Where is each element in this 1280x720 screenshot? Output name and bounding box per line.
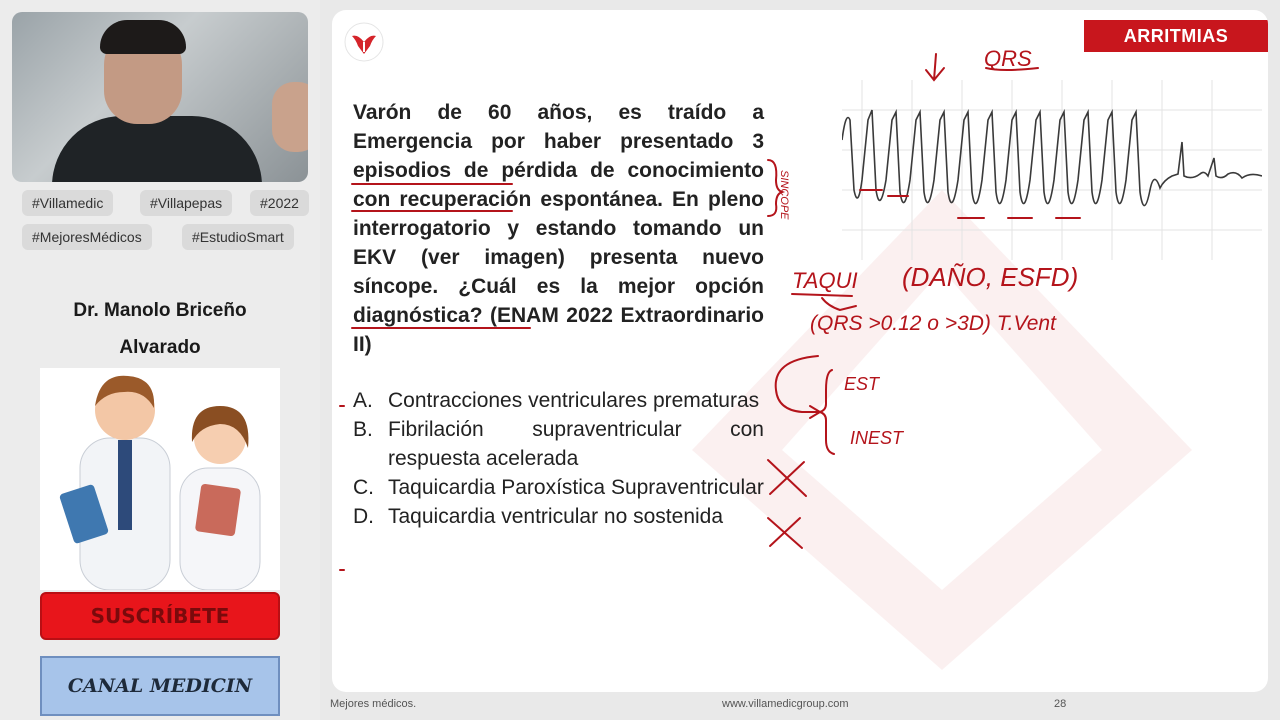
arrow-qrs <box>926 54 944 80</box>
doctors-illustration <box>40 368 280 590</box>
annotation-taqui: TAQUI <box>792 268 858 293</box>
hashtag[interactable]: #MejoresMédicos <box>22 224 152 250</box>
question-text <box>353 98 764 359</box>
annotation-dano: (DAÑO, ESFD) <box>902 262 1079 292</box>
channel-banner[interactable]: CANAL MEDICIN <box>40 656 280 716</box>
slide <box>332 10 1268 692</box>
option-letter: A. <box>353 389 373 412</box>
option-letter: C. <box>353 476 374 499</box>
option-b[interactable] <box>353 415 764 473</box>
question-part: con recuperación espontánea. En pleno interrogatorio y estando tomando un EKV (ver imagen) presenta <box>353 188 764 269</box>
doctor-name-line2: Alvarado <box>119 337 201 358</box>
ekg-trace <box>842 110 1262 206</box>
footer-url[interactable]: www.villamedicgroup.com <box>722 698 849 710</box>
doctor-name-line1: Dr. Manolo Briceño <box>73 300 247 321</box>
presenter-hand <box>272 82 308 152</box>
annotation-inest: INEST <box>850 428 904 448</box>
hashtag[interactable]: #2022 <box>250 190 309 216</box>
annotation-qrs: QRS <box>984 46 1032 71</box>
option-a[interactable] <box>353 386 764 415</box>
presenter-hair <box>100 20 186 54</box>
left-panel <box>0 0 320 720</box>
option-letter: D. <box>353 505 374 528</box>
option-text: Fibrilación supraventricular con respuesta acelerada <box>388 418 764 470</box>
option-letter: B. <box>353 418 373 441</box>
annotation-sincope: SINCOPE <box>778 170 790 220</box>
option-text: Taquicardia Paroxística Supraventricular <box>388 476 764 499</box>
hashtag[interactable]: #EstudioSmart <box>182 224 294 250</box>
option-text: Contracciones ventriculares prematuras <box>388 389 760 412</box>
subscribe-button[interactable]: SUSCRÍBETE <box>40 592 280 640</box>
presenter-body <box>52 116 262 182</box>
question-underlined: nuevo síncope <box>353 246 764 298</box>
hashtag[interactable]: #Villamedic <box>22 190 113 216</box>
footer-tagline: Mejores médicos. <box>330 698 417 710</box>
underline-qrs <box>986 68 1038 70</box>
answer-options <box>353 386 764 531</box>
option-d[interactable] <box>353 502 764 531</box>
question-part: Varón de 60 años, es traído a Emergencia por haber presentado <box>353 101 764 153</box>
hashtag[interactable]: #Villapepas <box>140 190 232 216</box>
question-part: de pérdida de <box>451 159 628 182</box>
question-underlined: conocimiento <box>627 159 764 182</box>
option-text: Taquicardia ventricular no sostenida <box>388 505 724 528</box>
ekg-grid <box>842 80 1262 260</box>
ekg-strip <box>842 80 1262 260</box>
annotation-qrs-rule: (QRS >0.12 o >3D) T.Vent <box>810 312 1056 335</box>
doctor-name <box>20 292 300 366</box>
topic-badge: ARRITMIAS <box>1084 20 1268 52</box>
annotation-est: EST <box>844 374 880 394</box>
villamedic-logo-icon <box>344 22 384 62</box>
question-part: . ¿Cuál es la mejor opción diagnóstica? (ENAM 2022 Extraordinario II) <box>353 275 764 356</box>
question-underlined: 3 episodios <box>353 130 764 182</box>
option-c[interactable] <box>353 473 764 502</box>
presenter-webcam <box>12 12 308 182</box>
doctors-illustration-icon <box>40 368 280 590</box>
page-number: 28 <box>1054 698 1067 710</box>
